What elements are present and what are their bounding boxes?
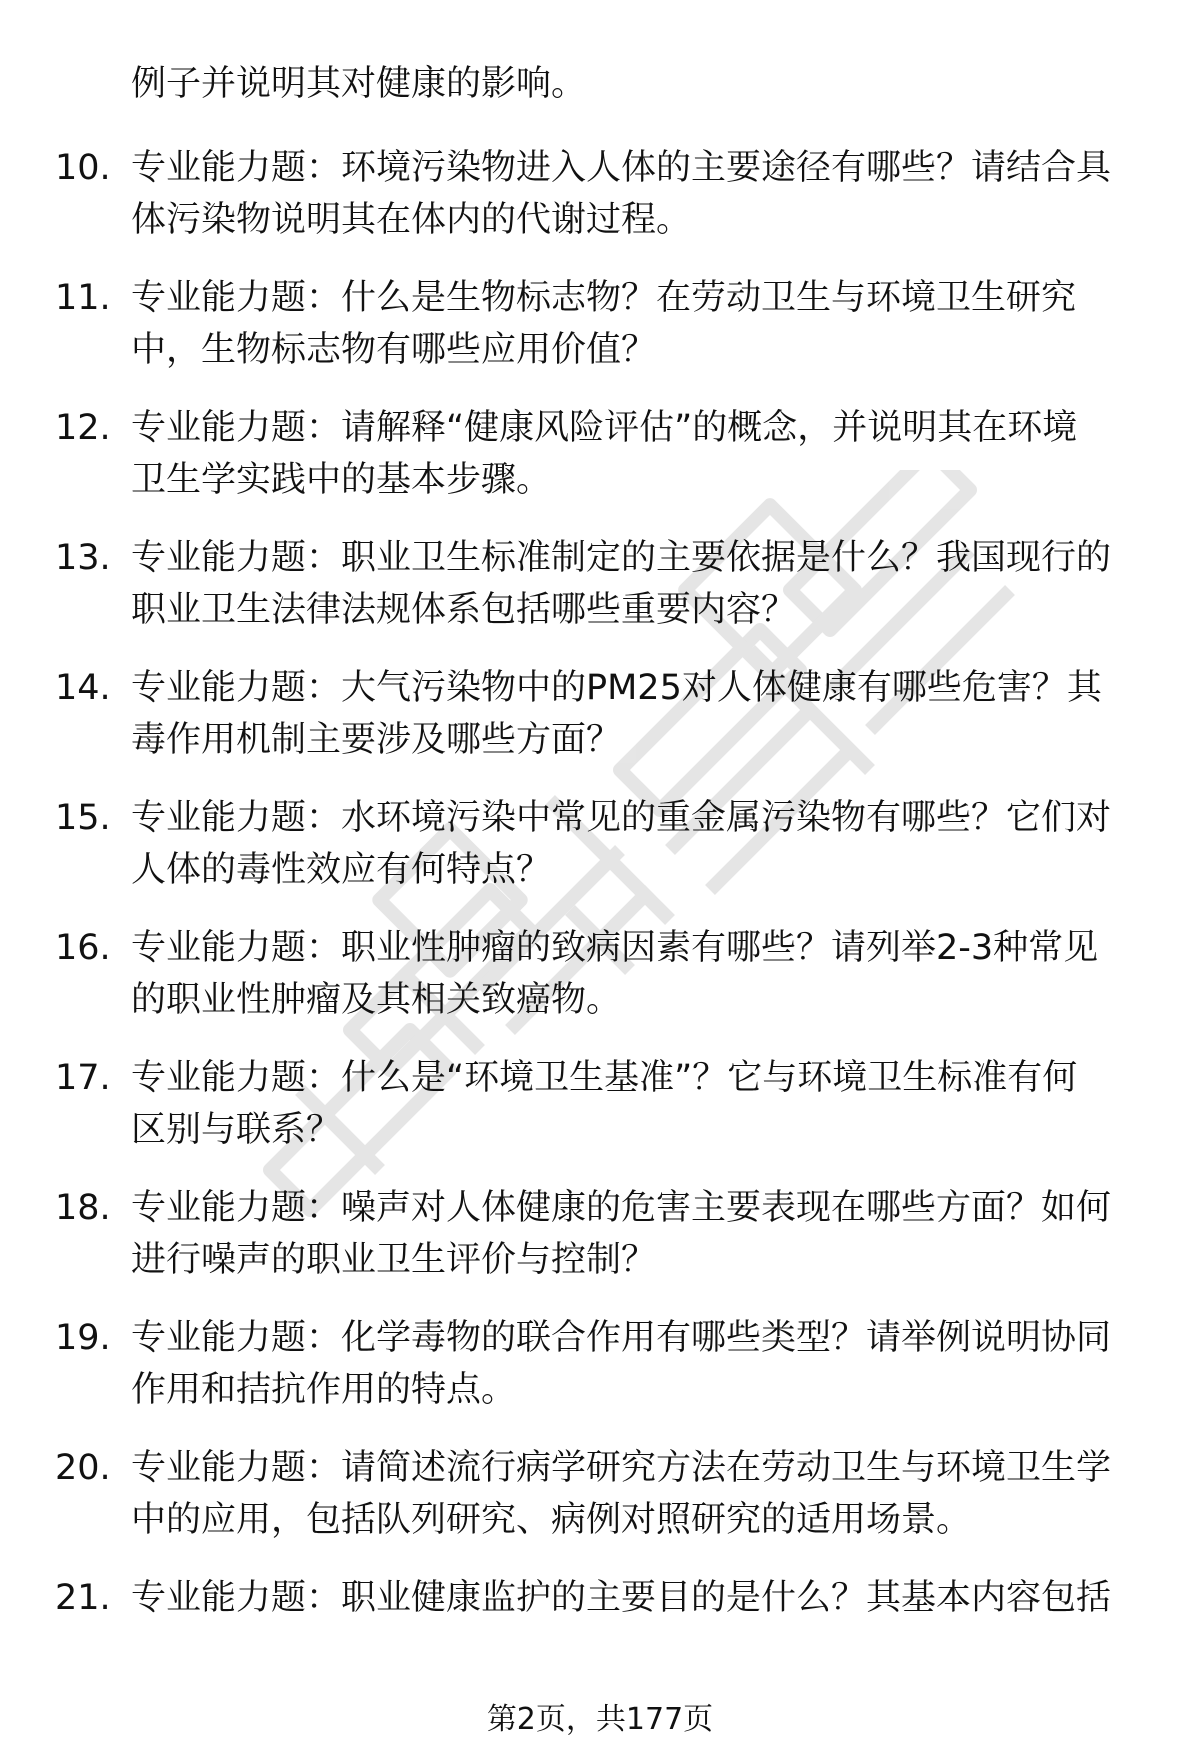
question-text-line: 作用和拮抗作用的特点。 <box>131 1370 517 1410</box>
question-text-line: 专业能力题：职业性肿瘤的致病因素有哪些？请列举2-3种常见 <box>131 928 1099 968</box>
question-text <box>131 922 1141 1026</box>
question-text-line: 专业能力题：什么是生物标志物？在劳动卫生与环境卫生研究 <box>131 278 1077 318</box>
question-number: 19. <box>55 1318 111 1358</box>
question-number: 14. <box>55 668 111 708</box>
question-text-line: 区别与联系？ <box>131 1110 342 1150</box>
question-number: 10. <box>55 148 111 188</box>
question-text-line: 专业能力题：职业健康监护的主要目的是什么？其基本内容包括 <box>131 1578 1112 1618</box>
question-text <box>131 792 1141 896</box>
question-text-line: 专业能力题：什么是“环境卫生基准”？它与环境卫生标准有何 <box>131 1058 1078 1098</box>
question-text-line: 卫生学实践中的基本步骤。 <box>131 460 552 500</box>
question-item <box>0 142 1200 272</box>
question-item <box>0 922 1200 1052</box>
question-text-line: 专业能力题：化学毒物的联合作用有哪些类型？请举例说明协同 <box>131 1318 1112 1358</box>
question-text <box>131 272 1141 376</box>
question-item <box>0 1312 1200 1442</box>
question-text <box>131 142 1141 246</box>
question-text <box>131 532 1141 636</box>
question-text-line: 进行噪声的职业卫生评价与控制？ <box>131 1240 657 1280</box>
question-item <box>0 792 1200 922</box>
question-number: 20. <box>55 1448 111 1488</box>
question-text-line: 专业能力题：请简述流行病学研究方法在劳动卫生与环境卫生学 <box>131 1448 1112 1488</box>
question-text-line: 毒作用机制主要涉及哪些方面？ <box>131 720 622 760</box>
question-item <box>0 1442 1200 1572</box>
question-text-line: 中，生物标志物有哪些应用价值？ <box>131 330 657 370</box>
question-item <box>0 662 1200 792</box>
question-text <box>131 1442 1141 1546</box>
question-item <box>0 402 1200 532</box>
question-number: 21. <box>55 1578 111 1618</box>
question-item <box>0 1052 1200 1182</box>
continuation-text: 例子并说明其对健康的影响。 <box>131 64 587 104</box>
question-number: 12. <box>55 408 111 448</box>
question-item <box>0 272 1200 402</box>
question-text-line: 职业卫生法律法规体系包括哪些重要内容？ <box>131 590 797 630</box>
question-text-line: 专业能力题：大气污染物中的PM25对人体健康有哪些危害？其 <box>131 668 1102 708</box>
question-text-line: 人体的毒性效应有何特点？ <box>131 850 552 890</box>
question-text-line: 的职业性肿瘤及其相关致癌物。 <box>131 980 622 1020</box>
page-number-footer: 第2页，共177页 <box>486 1702 714 1737</box>
question-list <box>0 142 1200 1702</box>
question-text-line: 专业能力题：噪声对人体健康的危害主要表现在哪些方面？如何 <box>131 1188 1112 1228</box>
question-item <box>0 1572 1200 1702</box>
question-text <box>131 662 1141 766</box>
question-text <box>131 1312 1141 1416</box>
question-text <box>131 1052 1141 1156</box>
question-text-line: 专业能力题：环境污染物进入人体的主要途径有哪些？请结合具 <box>131 148 1112 188</box>
question-text-line: 体污染物说明其在体内的代谢过程。 <box>131 200 692 240</box>
question-number: 13. <box>55 538 111 578</box>
question-item <box>0 532 1200 662</box>
question-number: 15. <box>55 798 111 838</box>
question-number: 18. <box>55 1188 111 1228</box>
question-text-line: 专业能力题：水环境污染中常见的重金属污染物有哪些？它们对 <box>131 798 1112 838</box>
question-text-line: 专业能力题：请解释“健康风险评估”的概念，并说明其在环境 <box>131 408 1078 448</box>
question-text <box>131 402 1141 506</box>
question-number: 17. <box>55 1058 111 1098</box>
question-text-line: 专业能力题：职业卫生标准制定的主要依据是什么？我国现行的 <box>131 538 1112 578</box>
question-text <box>131 1182 1141 1286</box>
question-text <box>131 1572 1141 1624</box>
question-text-line: 中的应用，包括队列研究、病例对照研究的适用场景。 <box>131 1500 972 1540</box>
question-number: 11. <box>55 278 111 318</box>
question-number: 16. <box>55 928 111 968</box>
question-item <box>0 1182 1200 1312</box>
